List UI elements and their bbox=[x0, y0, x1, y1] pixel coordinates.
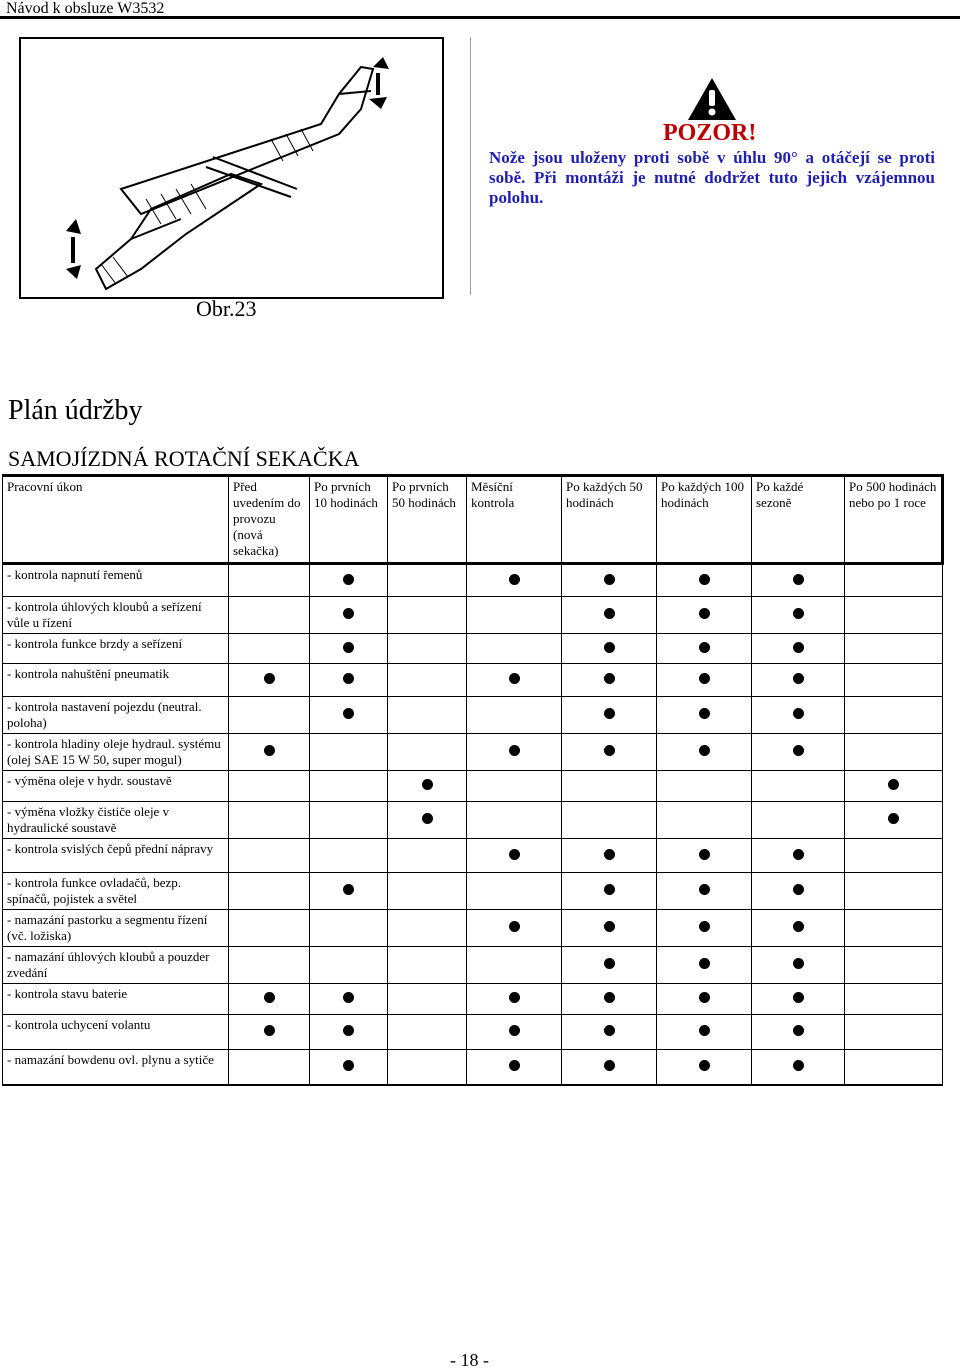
interval-cell bbox=[229, 802, 310, 839]
bullet-mark-icon bbox=[888, 779, 899, 790]
interval-cell bbox=[229, 1015, 310, 1050]
interval-cell bbox=[310, 1015, 388, 1050]
interval-cell bbox=[845, 734, 943, 771]
bullet-mark-icon bbox=[343, 708, 354, 719]
bullet-mark-icon bbox=[604, 708, 615, 719]
interval-cell bbox=[310, 839, 388, 873]
bullet-mark-icon bbox=[604, 642, 615, 653]
interval-cell bbox=[229, 910, 310, 947]
column-header-interval: Po prvních 50 hodinách bbox=[388, 476, 467, 564]
bullet-mark-icon bbox=[509, 1060, 520, 1071]
table-row bbox=[3, 564, 943, 597]
bullet-mark-icon bbox=[509, 992, 520, 1003]
bullet-mark-icon bbox=[699, 958, 710, 969]
interval-cell bbox=[657, 984, 752, 1015]
interval-cell bbox=[388, 734, 467, 771]
interval-cell bbox=[388, 910, 467, 947]
interval-cell bbox=[467, 802, 562, 839]
table-row bbox=[3, 1050, 943, 1085]
interval-cell bbox=[657, 1015, 752, 1050]
table-row bbox=[3, 910, 943, 947]
interval-cell bbox=[310, 771, 388, 802]
interval-cell bbox=[467, 839, 562, 873]
bullet-mark-icon bbox=[264, 673, 275, 684]
interval-cell bbox=[752, 664, 845, 697]
interval-cell bbox=[229, 839, 310, 873]
interval-cell bbox=[752, 839, 845, 873]
bullet-mark-icon bbox=[604, 884, 615, 895]
bullet-mark-icon bbox=[343, 1025, 354, 1036]
bullet-mark-icon bbox=[699, 708, 710, 719]
column-header-interval: Po prvních 10 hodinách bbox=[310, 476, 388, 564]
interval-cell bbox=[229, 771, 310, 802]
interval-cell bbox=[388, 1050, 467, 1085]
maintenance-table-body bbox=[3, 476, 943, 1085]
interval-cell bbox=[845, 564, 943, 597]
interval-cell bbox=[657, 910, 752, 947]
interval-cell bbox=[388, 947, 467, 984]
bullet-mark-icon bbox=[793, 608, 804, 619]
interval-cell bbox=[845, 1050, 943, 1085]
bullet-mark-icon bbox=[604, 921, 615, 932]
bullet-mark-icon bbox=[604, 992, 615, 1003]
interval-cell bbox=[467, 597, 562, 634]
bullet-mark-icon bbox=[699, 992, 710, 1003]
document-header-title: Návod k obsluze W3532 bbox=[6, 0, 165, 17]
column-divider bbox=[470, 37, 471, 295]
bullet-mark-icon bbox=[509, 574, 520, 585]
bullet-mark-icon bbox=[264, 1025, 275, 1036]
interval-cell bbox=[562, 697, 657, 734]
interval-cell bbox=[229, 697, 310, 734]
task-cell: - kontrola funkce brzdy a seřízení bbox=[3, 634, 229, 664]
interval-cell bbox=[657, 873, 752, 910]
interval-cell bbox=[752, 634, 845, 664]
task-cell: - namazání pastorku a segmentu řízení (vč. ložiska) bbox=[3, 910, 229, 947]
interval-cell bbox=[657, 947, 752, 984]
interval-cell bbox=[845, 947, 943, 984]
interval-cell bbox=[562, 910, 657, 947]
warning-text: Nože jsou uloženy proti sobě v úhlu 90° a otáčejí se proti sobě. Při montáži je nutné dodržet tuto jejich vzájemnou polohu. bbox=[489, 148, 935, 207]
interval-cell bbox=[310, 664, 388, 697]
interval-cell bbox=[388, 873, 467, 910]
bullet-mark-icon bbox=[793, 574, 804, 585]
task-cell: - namazání úhlových kloubů a pouzder zvedání bbox=[3, 947, 229, 984]
interval-cell bbox=[388, 597, 467, 634]
table-row bbox=[3, 771, 943, 802]
interval-cell bbox=[388, 697, 467, 734]
blade-figure bbox=[19, 37, 444, 299]
interval-cell bbox=[310, 734, 388, 771]
bullet-mark-icon bbox=[793, 745, 804, 756]
interval-cell bbox=[310, 873, 388, 910]
interval-cell bbox=[388, 771, 467, 802]
table-row bbox=[3, 984, 943, 1015]
task-cell: - kontrola úhlových kloubů a seřízení vůle u řízení bbox=[3, 597, 229, 634]
interval-cell bbox=[310, 947, 388, 984]
bullet-mark-icon bbox=[604, 1060, 615, 1071]
interval-cell bbox=[467, 1050, 562, 1085]
warning-title: POZOR! bbox=[663, 120, 757, 146]
bullet-mark-icon bbox=[793, 642, 804, 653]
task-cell: - kontrola funkce ovladačů, bezp. spínačů, pojistek a světel bbox=[3, 873, 229, 910]
bullet-mark-icon bbox=[699, 1060, 710, 1071]
interval-cell bbox=[310, 697, 388, 734]
table-row bbox=[3, 664, 943, 697]
interval-cell bbox=[657, 564, 752, 597]
bullet-mark-icon bbox=[604, 745, 615, 756]
interval-cell bbox=[310, 802, 388, 839]
column-header-interval: Po každých 100 hodinách bbox=[657, 476, 752, 564]
interval-cell bbox=[845, 1015, 943, 1050]
interval-cell bbox=[229, 873, 310, 910]
interval-cell bbox=[229, 564, 310, 597]
interval-cell bbox=[467, 873, 562, 910]
bullet-mark-icon bbox=[264, 745, 275, 756]
interval-cell bbox=[229, 634, 310, 664]
interval-cell bbox=[657, 597, 752, 634]
interval-cell bbox=[388, 802, 467, 839]
task-cell: - kontrola svislých čepů přední nápravy bbox=[3, 839, 229, 873]
table-row bbox=[3, 873, 943, 910]
interval-cell bbox=[752, 1015, 845, 1050]
bullet-mark-icon bbox=[422, 779, 433, 790]
interval-cell bbox=[467, 947, 562, 984]
interval-cell bbox=[845, 634, 943, 664]
interval-cell bbox=[562, 771, 657, 802]
interval-cell bbox=[752, 564, 845, 597]
interval-cell bbox=[467, 910, 562, 947]
interval-cell bbox=[562, 564, 657, 597]
interval-cell bbox=[657, 839, 752, 873]
bullet-mark-icon bbox=[888, 813, 899, 824]
interval-cell bbox=[657, 734, 752, 771]
interval-cell bbox=[657, 697, 752, 734]
interval-cell bbox=[657, 634, 752, 664]
figure-caption: Obr.23 bbox=[196, 296, 257, 321]
interval-cell bbox=[752, 910, 845, 947]
bullet-mark-icon bbox=[509, 849, 520, 860]
bullet-mark-icon bbox=[793, 1060, 804, 1071]
column-header-interval: Po každé sezoně bbox=[752, 476, 845, 564]
interval-cell bbox=[388, 984, 467, 1015]
interval-cell bbox=[562, 984, 657, 1015]
interval-cell bbox=[752, 734, 845, 771]
column-header-task: Pracovní úkon bbox=[3, 476, 229, 564]
interval-cell bbox=[657, 1050, 752, 1085]
table-row bbox=[3, 802, 943, 839]
task-cell: - kontrola nastavení pojezdu (neutral. poloha) bbox=[3, 697, 229, 734]
interval-cell bbox=[845, 910, 943, 947]
task-cell: - výměna vložky čističe oleje v hydraulické soustavě bbox=[3, 802, 229, 839]
interval-cell bbox=[562, 873, 657, 910]
task-cell: - kontrola stavu baterie bbox=[3, 984, 229, 1015]
table-row bbox=[3, 734, 943, 771]
bullet-mark-icon bbox=[699, 745, 710, 756]
bullet-mark-icon bbox=[343, 992, 354, 1003]
interval-cell bbox=[310, 1050, 388, 1085]
interval-cell bbox=[229, 1050, 310, 1085]
bullet-mark-icon bbox=[699, 1025, 710, 1036]
column-header-interval: Před uvedením do provozu (nová sekačka) bbox=[229, 476, 310, 564]
interval-cell bbox=[467, 634, 562, 664]
bullet-mark-icon bbox=[699, 921, 710, 932]
bullet-mark-icon bbox=[264, 992, 275, 1003]
interval-cell bbox=[657, 802, 752, 839]
section-subtitle: SAMOJÍZDNÁ ROTAČNÍ SEKAČKA bbox=[8, 446, 360, 471]
bullet-mark-icon bbox=[793, 921, 804, 932]
interval-cell bbox=[845, 873, 943, 910]
bullet-mark-icon bbox=[793, 849, 804, 860]
interval-cell bbox=[562, 802, 657, 839]
interval-cell bbox=[562, 1015, 657, 1050]
table-row bbox=[3, 947, 943, 984]
interval-cell bbox=[845, 984, 943, 1015]
bullet-mark-icon bbox=[509, 1025, 520, 1036]
interval-cell bbox=[752, 873, 845, 910]
bullet-mark-icon bbox=[604, 849, 615, 860]
task-cell: - kontrola hladiny oleje hydraul. systému (olej SAE 15 W 50, super mogul) bbox=[3, 734, 229, 771]
interval-cell bbox=[845, 697, 943, 734]
interval-cell bbox=[752, 771, 845, 802]
interval-cell bbox=[752, 1050, 845, 1085]
interval-cell bbox=[310, 564, 388, 597]
bullet-mark-icon bbox=[793, 1025, 804, 1036]
interval-cell bbox=[845, 597, 943, 634]
interval-cell bbox=[467, 664, 562, 697]
interval-cell bbox=[467, 1015, 562, 1050]
column-header-interval: Měsíční kontrola bbox=[467, 476, 562, 564]
header-rule bbox=[0, 16, 960, 19]
interval-cell bbox=[467, 984, 562, 1015]
bullet-mark-icon bbox=[604, 958, 615, 969]
task-cell: - výměna oleje v hydr. soustavě bbox=[3, 771, 229, 802]
table-row bbox=[3, 697, 943, 734]
interval-cell bbox=[310, 634, 388, 664]
bullet-mark-icon bbox=[793, 708, 804, 719]
maintenance-table bbox=[2, 474, 944, 1086]
interval-cell bbox=[752, 947, 845, 984]
warning-triangle-icon bbox=[686, 76, 738, 122]
interval-cell bbox=[467, 697, 562, 734]
bullet-mark-icon bbox=[604, 574, 615, 585]
task-cell: - kontrola uchycení volantu bbox=[3, 1015, 229, 1050]
bullet-mark-icon bbox=[699, 574, 710, 585]
bullet-mark-icon bbox=[604, 608, 615, 619]
interval-cell bbox=[467, 734, 562, 771]
table-row bbox=[3, 597, 943, 634]
interval-cell bbox=[562, 634, 657, 664]
bullet-mark-icon bbox=[793, 673, 804, 684]
interval-cell bbox=[752, 802, 845, 839]
bullet-mark-icon bbox=[343, 884, 354, 895]
interval-cell bbox=[845, 839, 943, 873]
bullet-mark-icon bbox=[699, 608, 710, 619]
blade-illustration bbox=[21, 39, 442, 297]
bullet-mark-icon bbox=[343, 608, 354, 619]
interval-cell bbox=[229, 664, 310, 697]
table-row bbox=[3, 1015, 943, 1050]
bullet-mark-icon bbox=[343, 574, 354, 585]
interval-cell bbox=[467, 564, 562, 597]
interval-cell bbox=[657, 664, 752, 697]
interval-cell bbox=[562, 734, 657, 771]
bullet-mark-icon bbox=[509, 921, 520, 932]
bullet-mark-icon bbox=[422, 813, 433, 824]
interval-cell bbox=[467, 771, 562, 802]
interval-cell bbox=[388, 564, 467, 597]
interval-cell bbox=[845, 771, 943, 802]
bullet-mark-icon bbox=[509, 673, 520, 684]
bullet-mark-icon bbox=[343, 1060, 354, 1071]
column-header-interval: Po každých 50 hodinách bbox=[562, 476, 657, 564]
interval-cell bbox=[229, 734, 310, 771]
bullet-mark-icon bbox=[343, 642, 354, 653]
interval-cell bbox=[229, 984, 310, 1015]
bullet-mark-icon bbox=[604, 1025, 615, 1036]
bullet-mark-icon bbox=[699, 642, 710, 653]
bullet-mark-icon bbox=[793, 958, 804, 969]
interval-cell bbox=[229, 947, 310, 984]
interval-cell bbox=[388, 634, 467, 664]
table-header-row bbox=[3, 476, 943, 564]
column-header-interval: Po 500 hodinách nebo po 1 roce bbox=[845, 476, 943, 564]
interval-cell bbox=[562, 1050, 657, 1085]
bullet-mark-icon bbox=[699, 849, 710, 860]
bullet-mark-icon bbox=[699, 884, 710, 895]
table-row bbox=[3, 839, 943, 873]
interval-cell bbox=[388, 839, 467, 873]
bullet-mark-icon bbox=[604, 673, 615, 684]
interval-cell bbox=[562, 664, 657, 697]
interval-cell bbox=[388, 664, 467, 697]
interval-cell bbox=[752, 697, 845, 734]
interval-cell bbox=[752, 984, 845, 1015]
bullet-mark-icon bbox=[793, 992, 804, 1003]
section-title: Plán údržby bbox=[8, 395, 143, 426]
interval-cell bbox=[845, 802, 943, 839]
task-cell: - kontrola nahuštění pneumatik bbox=[3, 664, 229, 697]
interval-cell bbox=[562, 839, 657, 873]
interval-cell bbox=[845, 664, 943, 697]
interval-cell bbox=[310, 597, 388, 634]
interval-cell bbox=[229, 597, 310, 634]
interval-cell bbox=[562, 597, 657, 634]
page-number: - 18 - bbox=[450, 1350, 489, 1370]
bullet-mark-icon bbox=[343, 673, 354, 684]
task-cell: - namazání bowdenu ovl. plynu a sytiče bbox=[3, 1050, 229, 1085]
interval-cell bbox=[562, 947, 657, 984]
task-cell: - kontrola napnutí řemenů bbox=[3, 564, 229, 597]
interval-cell bbox=[657, 771, 752, 802]
bullet-mark-icon bbox=[509, 745, 520, 756]
interval-cell bbox=[752, 597, 845, 634]
interval-cell bbox=[310, 910, 388, 947]
interval-cell bbox=[388, 1015, 467, 1050]
table-row bbox=[3, 634, 943, 664]
bullet-mark-icon bbox=[699, 673, 710, 684]
interval-cell bbox=[310, 984, 388, 1015]
bullet-mark-icon bbox=[793, 884, 804, 895]
